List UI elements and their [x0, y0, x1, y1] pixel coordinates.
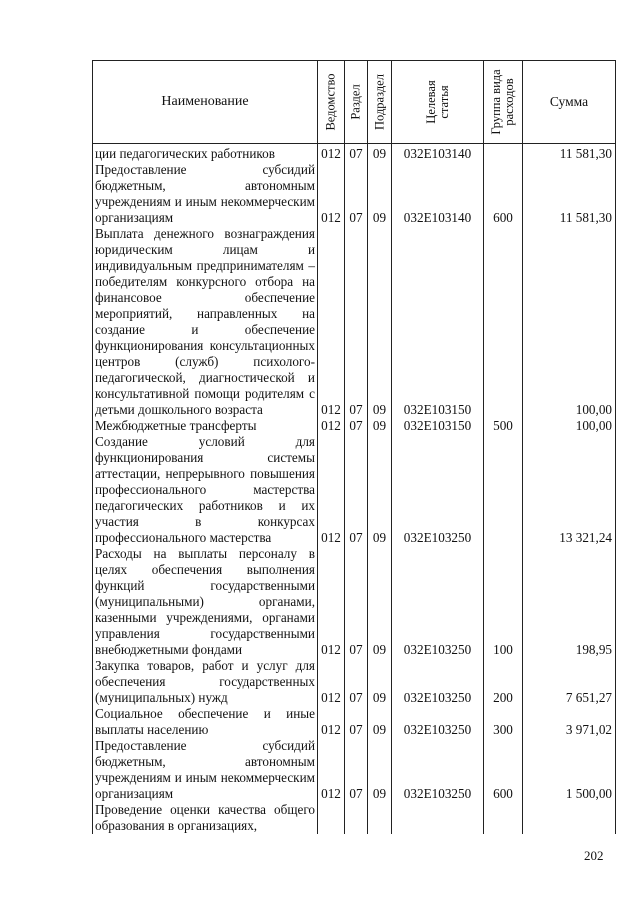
row-name: Предоставление субсидий бюджетным, автономным учреждениям и иным некоммерческим организациям [93, 738, 318, 802]
header-podrazdel [368, 61, 392, 144]
row-vedomstvo: 012 [318, 162, 345, 226]
row-razdel: 07 [345, 658, 368, 706]
row-gruppa-vida: 500 [484, 418, 523, 434]
table-row [93, 226, 616, 418]
row-celevaya-statya: 032E103250 [392, 738, 484, 802]
row-celevaya-statya [392, 802, 484, 834]
header-celevaya-line2: статья [436, 85, 451, 119]
row-summa: 13 321,24 [523, 434, 616, 546]
row-vedomstvo: 012 [318, 434, 345, 546]
table-row [93, 706, 616, 738]
row-summa: 100,00 [523, 418, 616, 434]
row-vedomstvo: 012 [318, 706, 345, 738]
row-celevaya-statya: 032E103250 [392, 434, 484, 546]
row-celevaya-statya: 032E103140 [392, 162, 484, 226]
row-celevaya-statya: 032E103250 [392, 546, 484, 658]
row-gruppa-vida: 600 [484, 162, 523, 226]
row-razdel: 07 [345, 418, 368, 434]
row-vedomstvo: 012 [318, 546, 345, 658]
row-gruppa-vida: 300 [484, 706, 523, 738]
row-vedomstvo: 012 [318, 418, 345, 434]
header-vedomstvo-text: Ведомство [323, 73, 338, 131]
row-podrazdel: 09 [368, 706, 392, 738]
page-number: 202 [584, 848, 604, 863]
table-row [93, 162, 616, 226]
row-name: Предоставление субсидий бюджетным, автономным учреждениям и иным некоммерческим организациям [93, 162, 318, 226]
row-podrazdel: 09 [368, 418, 392, 434]
row-podrazdel: 09 [368, 226, 392, 418]
header-gruppa-vida [484, 61, 523, 144]
row-summa: 1 500,00 [523, 738, 616, 802]
header-vedomstvo [318, 61, 345, 144]
header-gruppa-line2: расходов [502, 78, 516, 126]
row-name: Закупка товаров, работ и услуг для обеспечения государственных (муниципальных) нужд [93, 658, 318, 706]
budget-table [92, 60, 616, 834]
header-razdel-text: Раздел [348, 84, 363, 120]
row-celevaya-statya: 032E103250 [392, 658, 484, 706]
row-summa: 11 581,30 [523, 162, 616, 226]
row-summa: 11 581,30 [523, 144, 616, 162]
table-row [93, 658, 616, 706]
table-row [93, 546, 616, 658]
row-celevaya-statya: 032E103140 [392, 144, 484, 162]
row-summa: 3 971,02 [523, 706, 616, 738]
row-gruppa-vida: 200 [484, 658, 523, 706]
row-name: Межбюджетные трансферты [93, 418, 318, 434]
row-razdel [345, 802, 368, 834]
header-celevaya-statya [392, 61, 484, 144]
row-name: Создание условий для функционирования системы аттестации, непрерывного повышения профессионального мастерства педагогических работников и их участия в конкурсах профессионального мастерства [93, 434, 318, 546]
row-summa: 7 651,27 [523, 658, 616, 706]
row-name: Расходы на выплаты персоналу в целях обеспечения выполнения функций государственными (муниципальными) органами, казенными учреждениями, органами управления государственными внебюджетными фондами [93, 546, 318, 658]
row-celevaya-statya: 032E103150 [392, 226, 484, 418]
row-razdel: 07 [345, 546, 368, 658]
header-name: Наименование [93, 61, 318, 144]
header-podrazdel-text: Подраздел [372, 74, 386, 130]
row-vedomstvo: 012 [318, 738, 345, 802]
row-summa: 100,00 [523, 226, 616, 418]
row-podrazdel: 09 [368, 434, 392, 546]
row-razdel: 07 [345, 706, 368, 738]
row-razdel: 07 [345, 226, 368, 418]
row-gruppa-vida: 100 [484, 546, 523, 658]
row-name: ции педагогических работников [93, 144, 318, 162]
table-row [93, 802, 616, 834]
header-summa: Сумма [523, 61, 616, 144]
header-celevaya-line1: Целевая [423, 80, 438, 124]
row-gruppa-vida: 600 [484, 738, 523, 802]
row-name: Социальное обеспечение и иные выплаты населению [93, 706, 318, 738]
row-podrazdel [368, 802, 392, 834]
row-gruppa-vida [484, 226, 523, 418]
row-podrazdel: 09 [368, 546, 392, 658]
header-gruppa-line1: Группа вида [489, 69, 503, 135]
row-summa [523, 802, 616, 834]
row-vedomstvo: 012 [318, 658, 345, 706]
header-razdel [345, 61, 368, 144]
row-vedomstvo: 012 [318, 144, 345, 162]
row-celevaya-statya: 032E103150 [392, 418, 484, 434]
row-razdel: 07 [345, 144, 368, 162]
row-razdel: 07 [345, 434, 368, 546]
row-podrazdel: 09 [368, 738, 392, 802]
table-header-row [93, 61, 616, 144]
row-gruppa-vida [484, 802, 523, 834]
table-row [93, 418, 616, 434]
row-podrazdel: 09 [368, 144, 392, 162]
row-name: Выплата денежного вознаграждения юридическим лицам и индивидуальным предпринимателям – победителям конкурсного отбора на финансовое обеспечение мероприятий, направленных на создание и обеспечение функционирования консультационных центров (служб) психолого-педагогической, диагностической и консультативной помощи родителям с детьми дошкольного возраста [93, 226, 318, 418]
row-gruppa-vida [484, 434, 523, 546]
row-summa: 198,95 [523, 546, 616, 658]
table-row [93, 738, 616, 802]
table-row [93, 434, 616, 546]
row-razdel: 07 [345, 738, 368, 802]
row-gruppa-vida [484, 144, 523, 162]
table-row [93, 144, 616, 162]
row-podrazdel: 09 [368, 658, 392, 706]
row-razdel: 07 [345, 162, 368, 226]
row-name: Проведение оценки качества общего образования в организациях, [93, 802, 318, 834]
row-podrazdel: 09 [368, 162, 392, 226]
row-vedomstvo [318, 802, 345, 834]
row-vedomstvo: 012 [318, 226, 345, 418]
row-celevaya-statya: 032E103250 [392, 706, 484, 738]
